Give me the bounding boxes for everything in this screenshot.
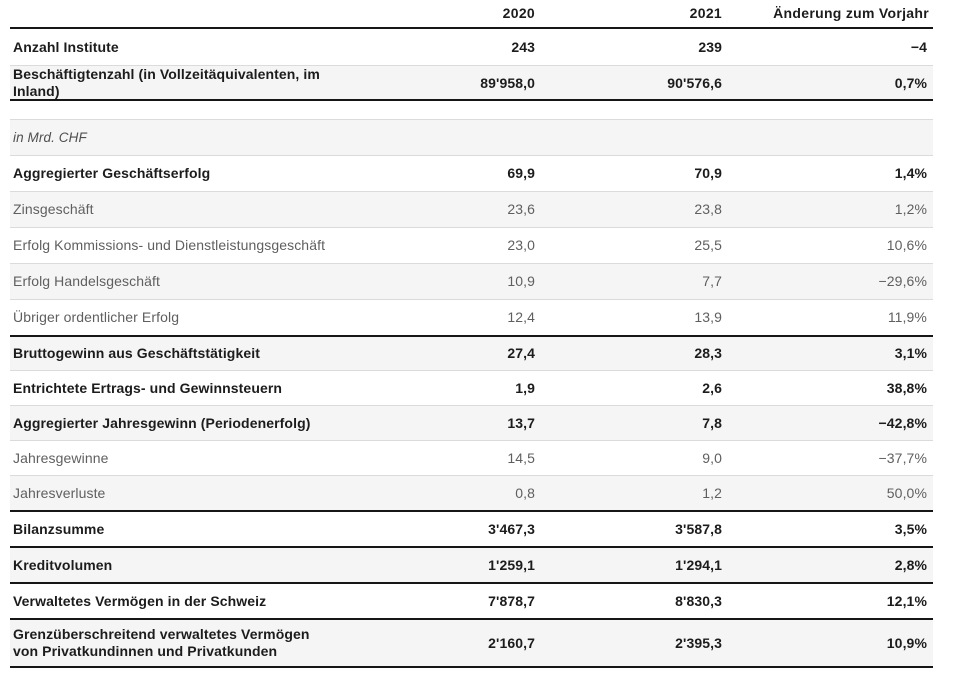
value-2021: 1'294,1 <box>675 556 722 573</box>
value-change: 11,9% <box>887 309 927 325</box>
value-change: −29,6% <box>878 273 927 289</box>
key-figures-table <box>10 0 933 668</box>
value-2021: 23,8 <box>694 201 722 217</box>
value-2020: 2'160,7 <box>488 634 535 651</box>
row-label: Übriger ordentlicher Erfolg <box>13 309 180 325</box>
value-change: 10,6% <box>886 237 927 253</box>
table-row-uebriger-erfolg <box>10 299 933 335</box>
value-2021: 90'576,6 <box>667 74 722 91</box>
table-row-bilanzsumme <box>10 510 933 546</box>
row-label: Kreditvolumen <box>13 556 113 573</box>
column-header-change: Änderung zum Vorjahr <box>773 5 929 21</box>
value-2021: 70,9 <box>694 165 722 181</box>
row-label: Beschäftigtenzahl (in Vollzeitäquivalenten, im Inland) <box>13 66 320 99</box>
value-change: 1,2% <box>894 201 927 217</box>
value-2020: 23,0 <box>507 237 535 253</box>
value-2020: 12,4 <box>507 309 535 325</box>
value-change: −42,8% <box>878 414 927 431</box>
table-row-aggregierter-geschaeftserfolg <box>10 155 933 191</box>
value-2020: 1,9 <box>515 379 535 396</box>
value-2021: 28,3 <box>694 345 722 361</box>
table-row-verwaltetes-vermoegen <box>10 582 933 618</box>
value-2020: 14,5 <box>507 449 535 466</box>
value-2021: 1,2 <box>702 484 722 501</box>
table-row-steuern <box>10 370 933 405</box>
value-2021: 239 <box>698 38 722 55</box>
row-label: Bilanzsumme <box>13 520 105 537</box>
value-2021: 9,0 <box>702 449 722 466</box>
table-row-aggregierter-jahresgewinn <box>10 405 933 440</box>
table-row-grenzueberschreitend-vermoegen <box>10 618 933 668</box>
value-2020: 3'467,3 <box>488 520 535 537</box>
value-change: 2,8% <box>894 556 927 573</box>
table-row-erfolg-kommissions <box>10 227 933 263</box>
table-header-row <box>10 0 933 29</box>
value-2020: 7'878,7 <box>488 592 535 609</box>
table-row-beschaeftigtenzahl <box>10 65 933 101</box>
column-header-2020: 2020 <box>502 5 535 21</box>
row-label: Erfolg Kommissions- und Dienstleistungsgeschäft <box>13 237 326 253</box>
table-row-unit-mrd-chf <box>10 119 933 155</box>
value-2020: 10,9 <box>507 273 535 289</box>
value-2020: 23,6 <box>507 201 535 217</box>
row-label: Aggregierter Jahresgewinn (Periodenerfolg) <box>13 414 311 431</box>
value-change: 0,7% <box>894 74 927 91</box>
value-2020: 69,9 <box>507 165 535 181</box>
value-2021: 13,9 <box>694 309 722 325</box>
row-label: Grenzüberschreitend verwaltetes Vermögen von Privatkundinnen und Privatkunden <box>13 626 310 659</box>
value-2021: 7,8 <box>702 414 722 431</box>
row-label: Jahresgewinne <box>13 449 109 466</box>
value-change: 12,1% <box>886 592 927 609</box>
table-row-jahresverluste <box>10 475 933 510</box>
row-label: Erfolg Handelsgeschäft <box>13 273 160 289</box>
table-row-erfolg-handelsgeschaeft <box>10 263 933 299</box>
value-2020: 89'958,0 <box>480 74 535 91</box>
value-2020: 1'259,1 <box>488 556 535 573</box>
section-gap <box>10 101 933 119</box>
value-2021: 25,5 <box>694 237 722 253</box>
value-change: 10,9% <box>886 634 927 651</box>
value-2020: 243 <box>511 38 535 55</box>
value-2020: 13,7 <box>507 414 535 431</box>
table-row-zinsgeschaeft <box>10 191 933 227</box>
table-row-anzahl-institute <box>10 29 933 65</box>
value-2020: 0,8 <box>515 484 535 501</box>
column-header-2021: 2021 <box>689 5 722 21</box>
value-2021: 2'395,3 <box>675 634 722 651</box>
value-2021: 3'587,8 <box>675 520 722 537</box>
value-change: 3,1% <box>894 345 927 361</box>
row-label: Anzahl Institute <box>13 38 119 55</box>
table-row-jahresgewinne <box>10 440 933 475</box>
value-change: −37,7% <box>878 449 927 466</box>
row-label: Aggregierter Geschäftserfolg <box>13 165 211 181</box>
value-2021: 2,6 <box>702 379 722 396</box>
value-change: 38,8% <box>886 379 927 396</box>
value-2021: 8'830,3 <box>675 592 722 609</box>
row-label: Zinsgeschäft <box>13 201 94 217</box>
value-change: 1,4% <box>894 165 927 181</box>
value-change: −4 <box>910 38 927 55</box>
value-2021: 7,7 <box>702 273 722 289</box>
table-row-bruttogewinn <box>10 335 933 370</box>
value-2020: 27,4 <box>507 345 535 361</box>
value-change: 3,5% <box>894 520 927 537</box>
row-label: Jahresverluste <box>13 484 106 501</box>
row-label: Entrichtete Ertrags- und Gewinnsteuern <box>13 379 283 396</box>
table-row-kreditvolumen <box>10 546 933 582</box>
unit-label: in Mrd. CHF <box>13 130 87 145</box>
value-change: 50,0% <box>886 484 927 501</box>
row-label: Bruttogewinn aus Geschäftstätigkeit <box>13 345 260 361</box>
row-label: Verwaltetes Vermögen in der Schweiz <box>13 592 267 609</box>
